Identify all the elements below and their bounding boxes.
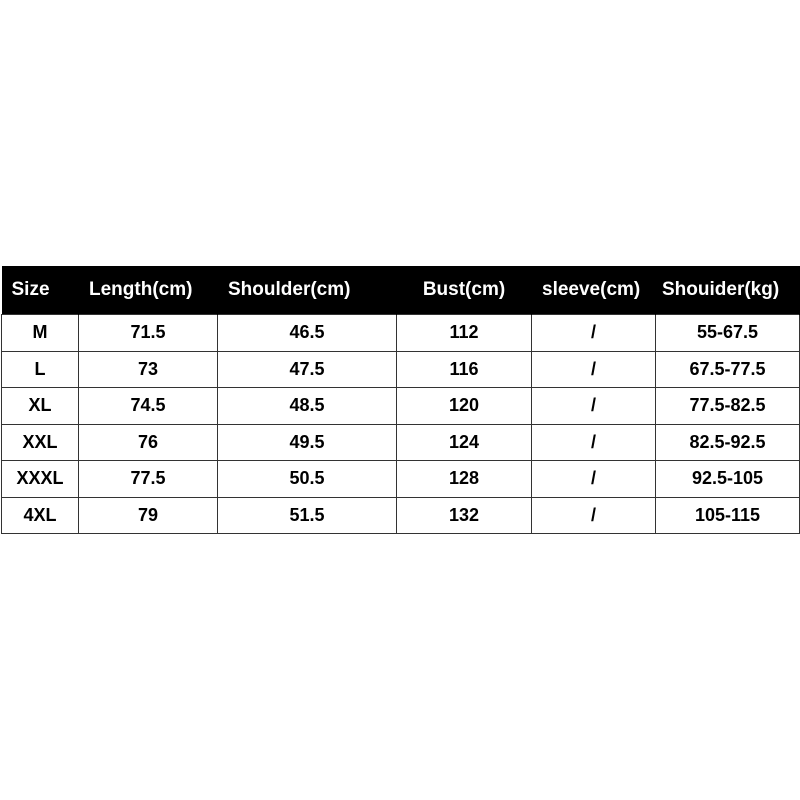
cell-length: 71.5 — [79, 315, 218, 352]
table-row — [2, 424, 800, 461]
cell-size: 4XL — [2, 497, 79, 534]
cell-size: XXXL — [2, 461, 79, 498]
cell-weight: 55-67.5 — [656, 315, 800, 352]
cell-size: XL — [2, 388, 79, 425]
cell-bust: 120 — [397, 388, 532, 425]
cell-weight: 92.5-105 — [656, 461, 800, 498]
cell-length: 73 — [79, 351, 218, 388]
table-row — [2, 497, 800, 534]
table-row — [2, 461, 800, 498]
cell-shoulder: 50.5 — [218, 461, 397, 498]
cell-bust: 116 — [397, 351, 532, 388]
cell-bust: 124 — [397, 424, 532, 461]
cell-weight: 82.5-92.5 — [656, 424, 800, 461]
header-size: Size — [2, 266, 79, 315]
cell-shoulder: 47.5 — [218, 351, 397, 388]
cell-bust: 128 — [397, 461, 532, 498]
cell-weight: 105-115 — [656, 497, 800, 534]
cell-shoulder: 46.5 — [218, 315, 397, 352]
cell-shoulder: 51.5 — [218, 497, 397, 534]
cell-sleeve: / — [532, 461, 656, 498]
table-row — [2, 388, 800, 425]
cell-sleeve: / — [532, 351, 656, 388]
cell-length: 77.5 — [79, 461, 218, 498]
cell-shoulder: 48.5 — [218, 388, 397, 425]
cell-weight: 77.5-82.5 — [656, 388, 800, 425]
header-length: Length(cm) — [79, 266, 218, 315]
cell-size: XXL — [2, 424, 79, 461]
cell-shoulder: 49.5 — [218, 424, 397, 461]
table-row — [2, 351, 800, 388]
header-shoulder: Shoulder(cm) — [218, 266, 397, 315]
cell-sleeve: / — [532, 424, 656, 461]
header-row — [2, 266, 800, 315]
cell-length: 76 — [79, 424, 218, 461]
size-chart-table — [1, 266, 800, 534]
cell-weight: 67.5-77.5 — [656, 351, 800, 388]
header-bust: Bust(cm) — [397, 266, 532, 315]
cell-sleeve: / — [532, 315, 656, 352]
cell-bust: 132 — [397, 497, 532, 534]
cell-size: L — [2, 351, 79, 388]
cell-length: 79 — [79, 497, 218, 534]
cell-sleeve: / — [532, 497, 656, 534]
cell-size: M — [2, 315, 79, 352]
cell-length: 74.5 — [79, 388, 218, 425]
table-row — [2, 315, 800, 352]
header-weight: Shouider(kg) — [656, 266, 800, 315]
cell-sleeve: / — [532, 388, 656, 425]
header-sleeve: sleeve(cm) — [532, 266, 656, 315]
cell-bust: 112 — [397, 315, 532, 352]
